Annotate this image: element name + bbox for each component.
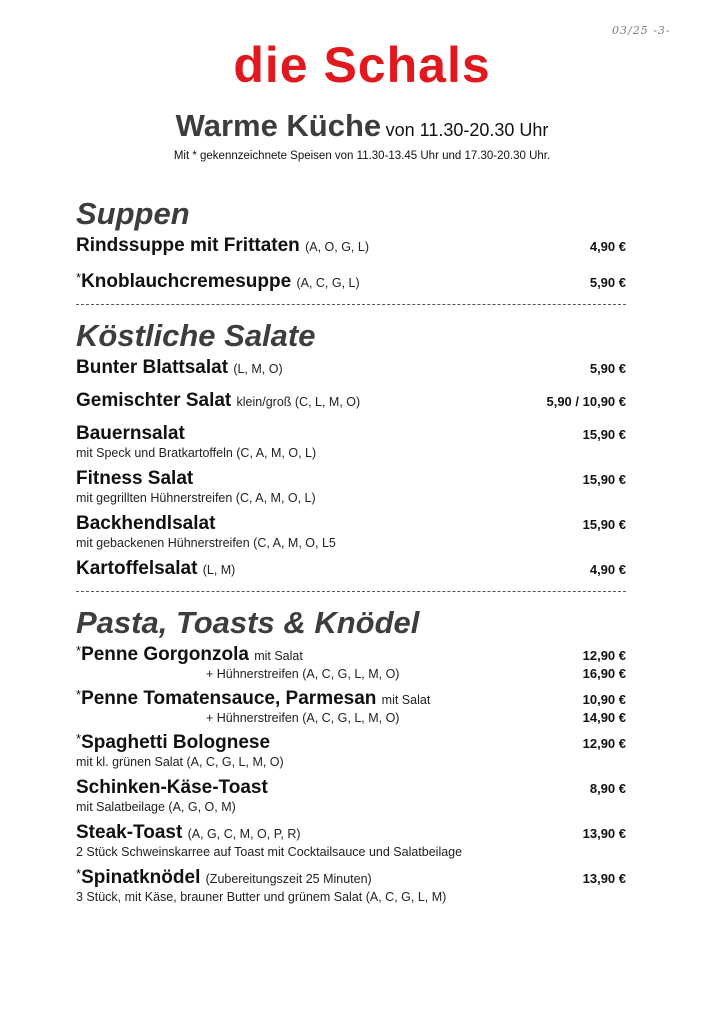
page-title: Warme Küche	[175, 108, 382, 143]
item-allergens: mit Salat	[254, 649, 303, 663]
item-name-text: Penne Tomatensauce, Parmesan	[81, 688, 377, 709]
item-name-text: Knoblauchcremesuppe	[81, 271, 292, 292]
item-name-text: Gemischter Salat	[76, 390, 232, 411]
menu-item	[76, 558, 626, 580]
item-name-text: Backhendlsalat	[76, 513, 216, 534]
item-price: 5,90 / 10,90 €	[546, 394, 626, 409]
item-name-text: Steak-Toast	[76, 822, 183, 843]
menu-item	[76, 468, 626, 506]
item-allergens: (A, G, C, M, O, P, R)	[187, 827, 301, 841]
item-extra: + Hühnerstreifen (A, C, G, L, M, O)	[206, 667, 400, 681]
item-name-text: Kartoffelsalat	[76, 558, 198, 579]
item-price: 12,90 €	[582, 648, 626, 663]
item-extra: + Hühnerstreifen (A, C, G, L, M, O)	[206, 711, 400, 725]
item-price: 4,90 €	[589, 562, 626, 577]
item-price: 12,90 €	[582, 736, 626, 751]
menu-item	[76, 357, 626, 379]
item-allergens: klein/groß (C, L, M, O)	[236, 395, 361, 409]
item-description: 2 Stück Schweinskarree auf Toast mit Cocktailsauce und Salatbeilage	[76, 845, 463, 859]
item-allergens: (L, M)	[202, 563, 236, 577]
item-name-text: Rindssuppe mit Frittaten	[76, 235, 300, 256]
item-allergens: (L, M, O)	[233, 362, 283, 376]
star-mark: *	[76, 643, 82, 658]
item-extra-price: 14,90 €	[582, 710, 626, 725]
item-allergens: (Zubereitungszeit 25 Minuten)	[205, 872, 372, 886]
menu-item	[76, 390, 626, 412]
page-number: 03/25 -3-	[612, 24, 671, 37]
star-mark: *	[76, 731, 82, 746]
menu	[76, 195, 626, 912]
item-name-text: Spinatknödel	[81, 867, 201, 888]
item-name-text: Spaghetti Bolognese	[81, 732, 271, 753]
item-description: mit Speck und Bratkartoffeln (C, A, M, O, L)	[76, 446, 317, 460]
menu-item	[76, 423, 626, 461]
menu-item	[76, 271, 626, 293]
item-price: 13,90 €	[582, 826, 626, 841]
item-description: mit gegrillten Hühnerstreifen (C, A, M, O, L)	[76, 491, 316, 505]
item-name-text: Fitness Salat	[76, 468, 194, 489]
item-description: mit Salatbeilage (A, G, O, M)	[76, 800, 236, 814]
item-name-text: Penne Gorgonzola	[81, 644, 249, 665]
item-price: 15,90 €	[582, 427, 626, 442]
item-allergens: (A, O, G, L)	[305, 240, 369, 254]
item-price: 15,90 €	[582, 517, 626, 532]
section-title-suppen: Suppen	[76, 196, 190, 231]
item-extra-price: 16,90 €	[582, 666, 626, 681]
divider	[76, 304, 626, 305]
item-price: 8,90 €	[589, 781, 626, 796]
star-mark: *	[76, 866, 82, 881]
menu-item	[76, 732, 626, 770]
menu-item	[76, 235, 626, 257]
item-description: mit gebackenen Hühnerstreifen (C, A, M, O, L5	[76, 536, 336, 550]
item-price: 13,90 €	[582, 871, 626, 886]
section-title-salate: Köstliche Salate	[76, 318, 316, 353]
divider	[76, 591, 626, 592]
item-name-text: Bauernsalat	[76, 423, 185, 444]
item-price: 10,90 €	[582, 692, 626, 707]
item-allergens: mit Salat	[381, 693, 431, 707]
menu-item	[76, 777, 626, 815]
item-description: mit kl. grünen Salat (A, C, G, L, M, O)	[76, 755, 284, 769]
menu-item	[76, 867, 626, 905]
menu-item	[76, 688, 626, 725]
section-title-pasta: Pasta, Toasts & Knödel	[76, 605, 420, 640]
item-price: 4,90 €	[589, 239, 626, 254]
star-mark: *	[76, 687, 82, 702]
opening-hours: von 11.30-20.30 Uhr	[385, 120, 549, 140]
item-description: 3 Stück, mit Käse, brauner Butter und grünem Salat (A, C, G, L, M)	[76, 890, 447, 904]
item-price: 5,90 €	[589, 361, 626, 376]
item-allergens: (A, C, G, L)	[296, 276, 360, 290]
item-price: 15,90 €	[582, 472, 626, 487]
header-line	[0, 108, 724, 144]
item-price: 5,90 €	[589, 275, 626, 290]
menu-item	[76, 513, 626, 551]
item-name-text: Schinken-Käse-Toast	[76, 777, 268, 798]
menu-item	[76, 644, 626, 681]
item-name	[76, 235, 369, 257]
brand-logo: die Schals	[233, 37, 491, 93]
item-name-text: Bunter Blattsalat	[76, 357, 229, 378]
menu-item	[76, 822, 626, 860]
star-mark: *	[76, 270, 82, 285]
header-note: Mit * gekennzeichnete Speisen von 11.30-13.45 Uhr und 17.30-20.30 Uhr.	[173, 150, 551, 162]
